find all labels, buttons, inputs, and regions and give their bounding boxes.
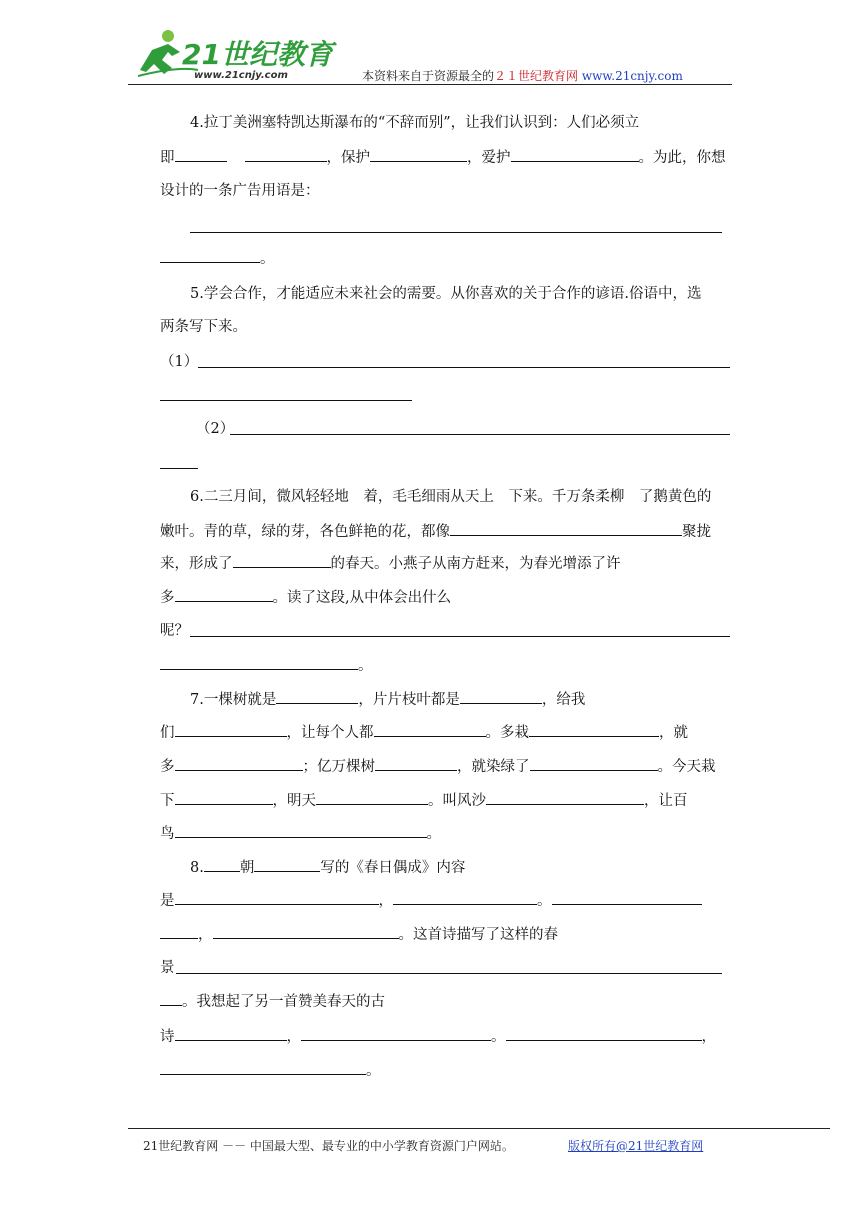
q6-answer-line[interactable] [190, 636, 730, 637]
q7-line-3: 多 ；亿万棵树 ，就染绿了 。今天栽 [160, 756, 716, 777]
q7-blank-2[interactable] [460, 689, 542, 704]
q7-blank-3[interactable] [175, 722, 287, 737]
q8-line-3: ， 。这首诗描写了这样的春 [160, 924, 558, 945]
q6-line-1: 6.二三月间，微风轻轻地 着，毛毛细雨从天上 下来。千万条柔柳 了鹅黄色的 [190, 489, 712, 505]
q6-blank-4[interactable] [160, 655, 358, 670]
q8-blank-5[interactable] [213, 924, 399, 939]
q7-line-2: 们 ，让每个人都 。多栽 ，就 [160, 722, 688, 743]
q5-answer-line-2b[interactable] [160, 468, 198, 469]
logo-brand-text: 21世纪教育 [182, 38, 333, 71]
q7-line-1: 7.一棵树就是 ，片片枝叶都是 ，给我 [190, 689, 585, 710]
q5-answer-line-1b[interactable] [160, 400, 412, 401]
q4-blank-1[interactable] [175, 147, 227, 162]
q8-blank-1[interactable] [175, 890, 379, 905]
q8-blank-8[interactable] [301, 1026, 491, 1041]
logo-url-text: www.21cnjy.com [194, 70, 288, 81]
q6-blank-2[interactable] [233, 553, 331, 568]
q7-blank-11[interactable] [486, 790, 644, 805]
q7-blank-7[interactable] [375, 756, 457, 771]
q4-blank-4[interactable] [511, 147, 639, 162]
q7-blank-9[interactable] [175, 790, 273, 805]
header-url-link[interactable]: www.21cnjy.com [581, 69, 683, 83]
q8-blank-dynasty[interactable] [204, 857, 240, 872]
q7-blank-4[interactable] [374, 722, 486, 737]
q7-blank-1[interactable] [276, 689, 358, 704]
q7-blank-8[interactable] [530, 756, 658, 771]
header-note-prefix: 本资料来自于资源最全的 [362, 69, 495, 83]
q8-answer-line[interactable] [176, 973, 722, 974]
q4-line-2: 即 ，保护 ，爱护 。为此，你想 [160, 147, 726, 168]
q7-line-4: 下 ，明天 。叫风沙 ，让百 [160, 790, 688, 811]
header-source-note [362, 67, 683, 84]
q4-line-4: 。 [160, 248, 275, 269]
q8-blank-author[interactable] [254, 857, 320, 872]
q4-blank-5[interactable] [160, 248, 260, 263]
q4-blank-3[interactable] [370, 147, 467, 162]
q4-answer-line[interactable] [190, 232, 722, 233]
q8-blank-2[interactable] [393, 890, 537, 905]
q7-blank-6[interactable] [175, 756, 303, 771]
footer-copyright-link[interactable]: 版权所有@21世纪教育网 [568, 1139, 704, 1153]
header-divider [128, 84, 732, 85]
q6-line-3: 来，形成了 的春天。小燕子从南方赶来，为春光增添了许 [160, 553, 621, 574]
q8-blank-6[interactable] [160, 991, 182, 1006]
q8-line-1: 8. 朝 写的《春日偶成》内容 [190, 857, 465, 878]
q5-item-1-label: （1） [160, 354, 199, 370]
q7-blank-10[interactable] [316, 790, 428, 805]
q5-answer-line-2[interactable] [230, 434, 730, 435]
q6-line-4: 多 。读了这段,从中体会出什么 [160, 587, 451, 608]
q7-blank-12[interactable] [175, 823, 427, 838]
q5-line-2: 两条写下来。 [160, 319, 247, 335]
q8-line-6: 诗 ， 。 ， [160, 1026, 716, 1047]
q4-blank-2[interactable] [245, 147, 327, 162]
q8-blank-3[interactable] [552, 890, 702, 905]
q8-blank-7[interactable] [175, 1026, 287, 1041]
q6-line-6: 。 [160, 655, 373, 676]
q8-blank-9[interactable] [506, 1026, 702, 1041]
q6-line-5: 呢？ [160, 623, 189, 639]
q4-line-3: 设计的一条广告用语是： [160, 183, 320, 199]
footer-note: 21世纪教育网 －－ 中国最大型、最专业的中小学教育资源门户网站。 [143, 1139, 514, 1153]
header-site-link[interactable]: ２１世纪教育网 [494, 69, 579, 83]
q7-blank-5[interactable] [529, 722, 659, 737]
q8-line-5: 。我想起了另一首赞美春天的古 [160, 991, 385, 1012]
q8-line-7: 。 [160, 1060, 381, 1081]
q8-blank-10[interactable] [160, 1060, 366, 1075]
q6-line-2: 嫩叶。青的草，绿的芽，各色鲜艳的花，都像 聚拢 [160, 521, 711, 542]
q5-item-2-label: （2） [196, 421, 235, 437]
q8-line-2: 是 ， 。 [160, 890, 702, 911]
q8-blank-4[interactable] [160, 924, 198, 939]
q6-blank-1[interactable] [450, 521, 682, 536]
footer-divider [128, 1128, 830, 1129]
site-logo [138, 26, 338, 82]
q4-line-1: 4.拉丁美洲塞特凯达斯瀑布的“不辞而别”，让我们认识到：人们必须立 [190, 115, 640, 131]
q5-answer-line-1[interactable] [198, 367, 730, 368]
q6-blank-3[interactable] [175, 587, 273, 602]
q8-line-4: 景 [160, 960, 175, 976]
q7-line-5: 鸟 。 [160, 823, 441, 844]
q5-line-1: 5.学会合作，才能适应未来社会的需要。从你喜欢的关于合作的谚语.俗语中，选 [190, 286, 702, 302]
